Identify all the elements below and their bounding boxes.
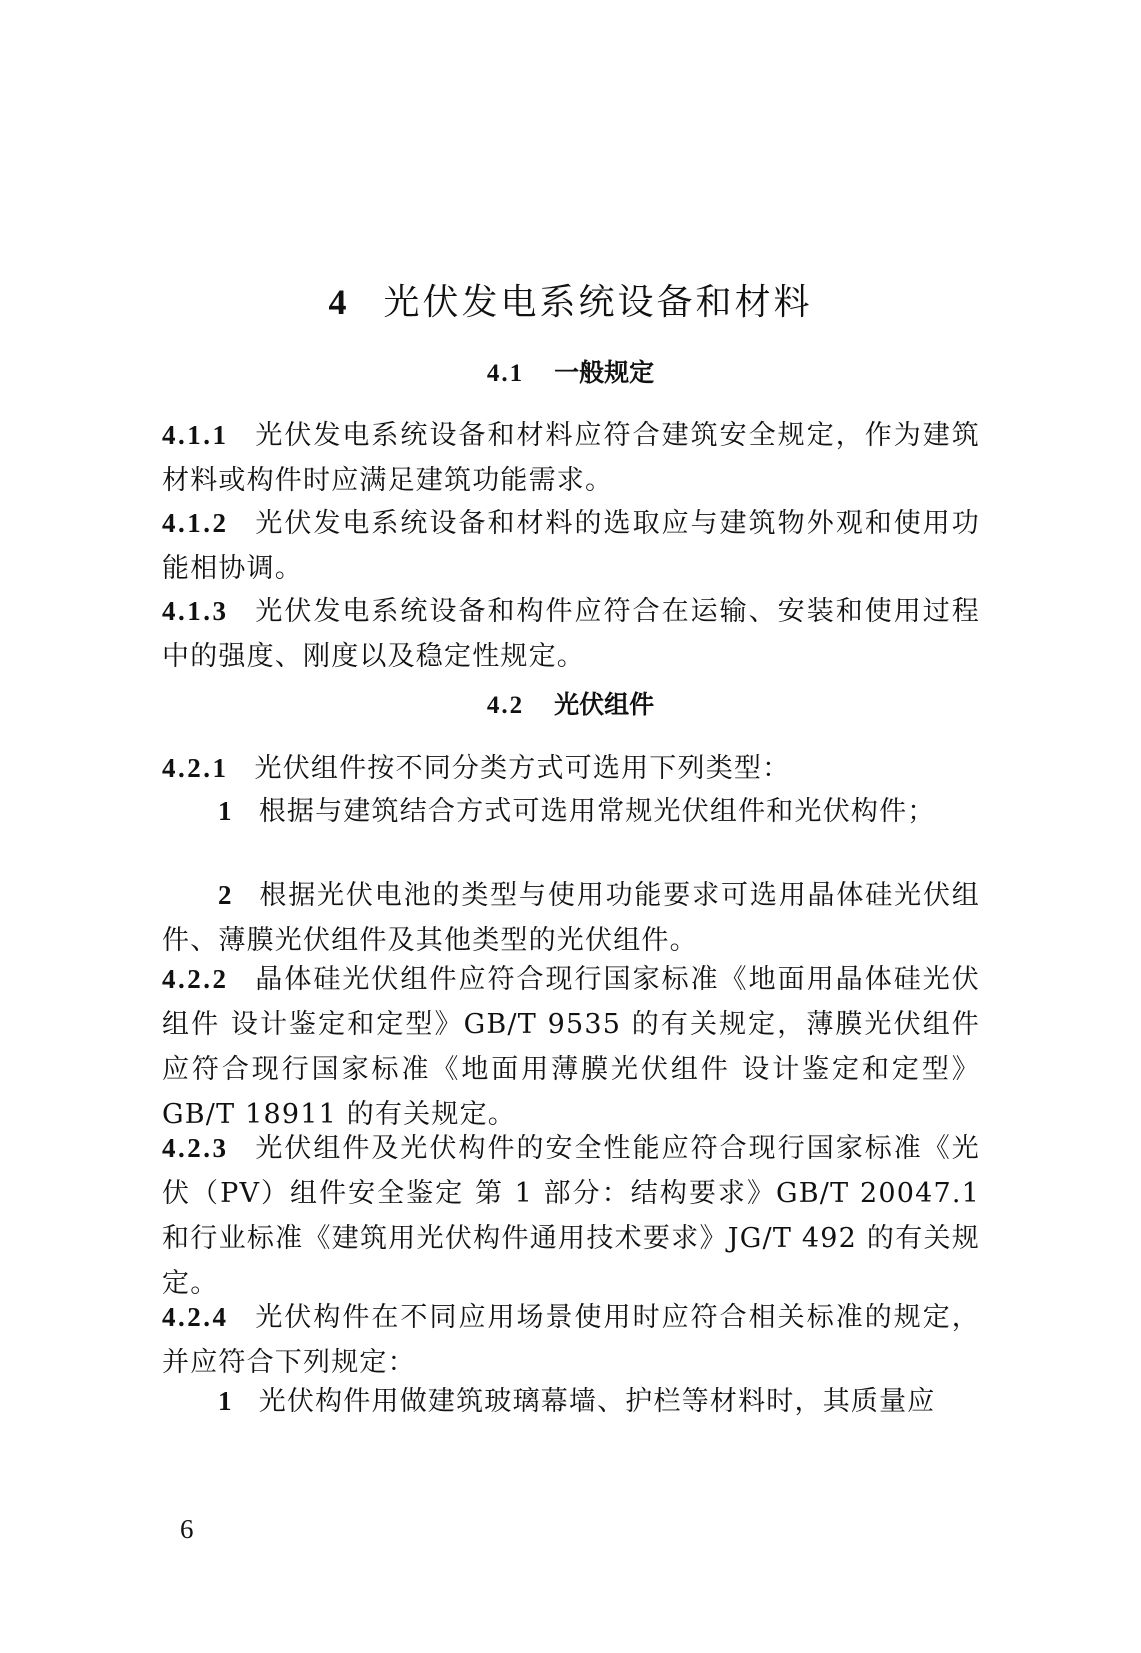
- section-title-4-1: [0, 356, 1141, 391]
- clause-4-2-1-item-1: [162, 789, 980, 834]
- clause-number: 4.2.4: [162, 1302, 229, 1332]
- page-number: 6: [180, 1514, 194, 1544]
- item-number: 2: [218, 880, 233, 910]
- clause-4-2-4-item-1: [162, 1379, 980, 1424]
- clause-4-1-1: [162, 413, 980, 503]
- item-text: 根据与建筑结合方式可选用常规光伏组件和光伏构件；: [258, 796, 936, 827]
- clause-text: 光伏发电系统设备和构件应符合在运输、安装和使用过程中的强度、刚度以及稳定性规定。: [162, 596, 980, 672]
- clause-text: 光伏组件按不同分类方式可选用下列类型：: [254, 753, 791, 784]
- clause-4-1-3: [162, 589, 980, 679]
- clause-text: 晶体硅光伏组件应符合现行国家标准《地面用晶体硅光伏组件 设计鉴定和定型》GB/T 9535 的有关规定，薄膜光伏组件应符合现行国家标准《地面用薄膜光伏组件 设计鉴定和定型》GB/T 18911 的有关规定。: [162, 964, 980, 1130]
- section-number: 4.2: [486, 692, 525, 719]
- item-number: 1: [218, 1386, 233, 1416]
- item-text: 光伏构件用做建筑玻璃幕墙、护栏等材料时，其质量应: [258, 1386, 936, 1417]
- clause-4-2-3: [162, 1126, 980, 1306]
- item-number: 1: [218, 796, 233, 826]
- clause-number: 4.1.3: [162, 596, 229, 626]
- clause-text: 光伏发电系统设备和材料应符合建筑安全规定，作为建筑材料或构件时应满足建筑功能需求。: [162, 420, 980, 496]
- clause-text: 光伏发电系统设备和材料的选取应与建筑物外观和使用功能相协调。: [162, 508, 980, 584]
- section-title-text: 一般规定: [554, 358, 655, 387]
- chapter-number: 4: [328, 282, 350, 322]
- section-title-4-2: [0, 688, 1141, 723]
- clause-text: 光伏构件在不同应用场景使用时应符合相关标准的规定，并应符合下列规定：: [162, 1302, 980, 1378]
- clause-number: 4.2.1: [162, 753, 229, 783]
- chapter-title: [0, 278, 1141, 327]
- clause-4-2-4: [162, 1295, 980, 1385]
- clause-4-2-1-item-2: [162, 873, 980, 963]
- clause-number: 4.2.2: [162, 964, 229, 994]
- clause-number: 4.2.3: [162, 1133, 229, 1163]
- item-text: 根据光伏电池的类型与使用功能要求可选用晶体硅光伏组件、薄膜光伏组件及其他类型的光伏组件。: [162, 880, 980, 956]
- clause-4-2-1: [162, 746, 980, 791]
- clause-4-2-2: [162, 957, 980, 1137]
- clause-number: 4.1.1: [162, 420, 229, 450]
- section-number: 4.1: [486, 360, 525, 387]
- clause-number: 4.1.2: [162, 508, 229, 538]
- clause-4-1-2: [162, 501, 980, 591]
- chapter-title-text: 光伏发电系统设备和材料: [383, 282, 813, 323]
- clause-text: 光伏组件及光伏构件的安全性能应符合现行国家标准《光伏（PV）组件安全鉴定 第 1 部分：结构要求》GB/T 20047.1 和行业标准《建筑用光伏构件通用技术要求》JG/T 492 的有关规定。: [162, 1133, 980, 1299]
- section-title-text: 光伏组件: [554, 690, 655, 719]
